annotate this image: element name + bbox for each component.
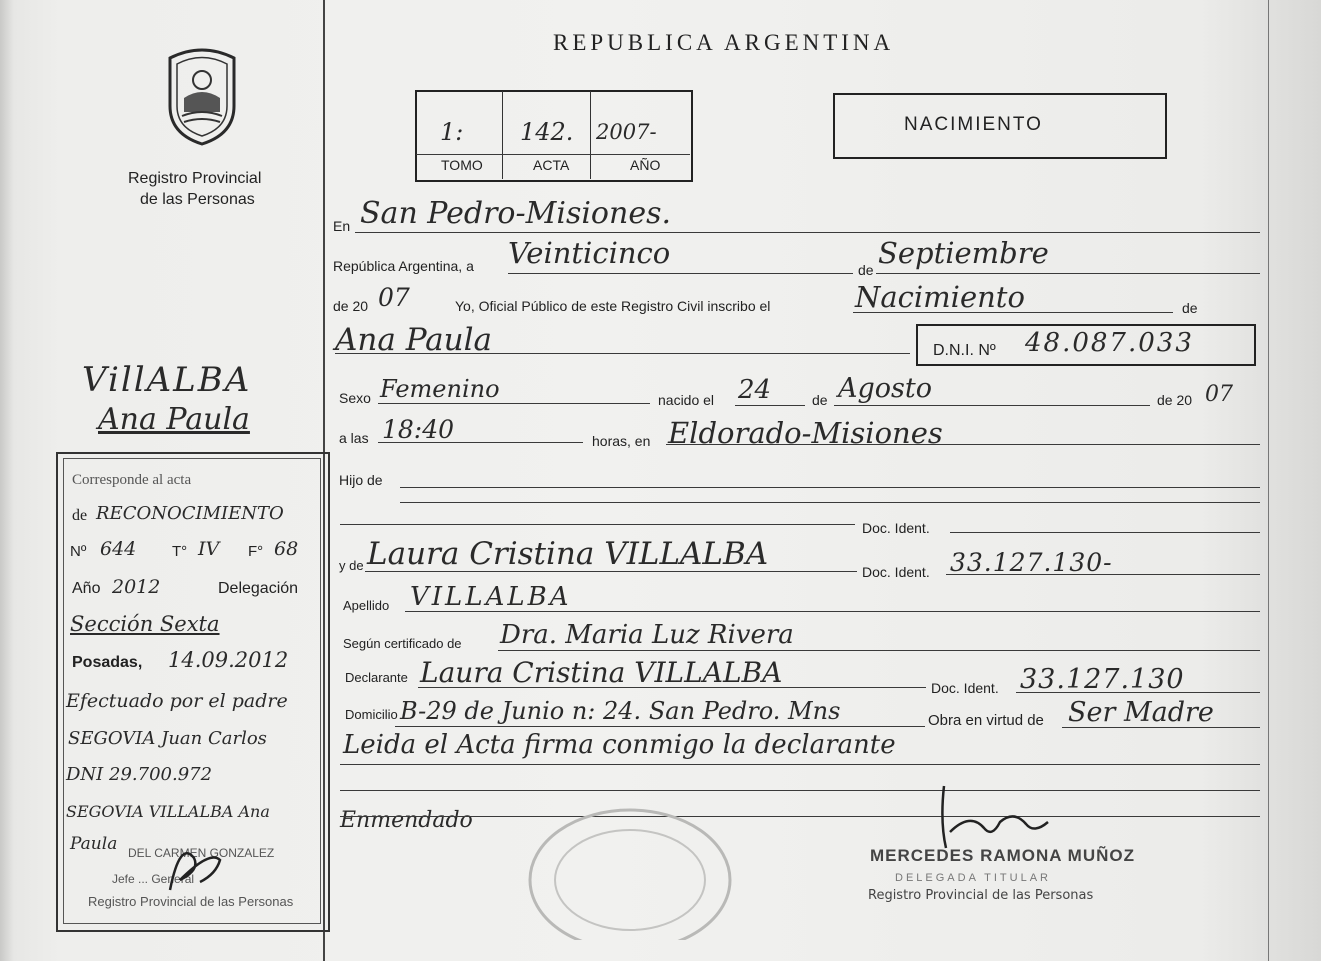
sexo-value: Femenino — [380, 375, 500, 403]
note-t-value: IV — [198, 538, 220, 560]
obra-value: Ser Madre — [1068, 697, 1214, 728]
note-new-name1: SEGOVIA VILLALBA Ana — [66, 802, 270, 821]
de-label-2: de — [1182, 300, 1198, 316]
nacido-dia-line — [735, 405, 805, 406]
obra-line — [1062, 727, 1260, 728]
dia-line — [508, 273, 853, 274]
acta-label: ACTA — [533, 157, 570, 173]
leida-line — [340, 764, 1260, 765]
hijo-line-2 — [400, 502, 1260, 503]
note-de-value: RECONOCIMIENTO — [96, 503, 284, 524]
acta-value: 142. — [520, 118, 574, 146]
madre-line — [365, 571, 857, 572]
madre-value: Laura Cristina VILLALBA — [367, 536, 769, 572]
doc-ident-label-3: Doc. Ident. — [931, 680, 999, 696]
note-seccion: Sección Sexta — [70, 612, 220, 636]
note-signature — [150, 830, 230, 900]
note-posadas-label: Posadas, — [72, 654, 143, 671]
hijo-label: Hijo de — [339, 472, 383, 488]
apellido-label: Apellido — [343, 598, 390, 613]
note-ano-label: Año — [72, 580, 101, 597]
certificado-line — [498, 650, 1260, 651]
note-posadas-date: 14.09.2012 — [168, 648, 289, 672]
declarante-doc-line — [1016, 692, 1260, 693]
mes-line — [876, 273, 1260, 274]
madre-doc-line — [946, 574, 1260, 575]
lugar-value: Eldorado-Misiones — [668, 416, 943, 450]
declarante-doc: 33.127.130 — [1020, 664, 1185, 695]
blank-line-2 — [340, 816, 1260, 817]
ano-value: 2007- — [596, 120, 657, 144]
certificado-value: Dra. Maria Luz Rivera — [500, 620, 794, 650]
note-stamp-role: Jefe ... General — [112, 872, 195, 886]
record-id-divider-2 — [590, 91, 591, 179]
hora-value: 18:40 — [382, 415, 455, 444]
round-seal-stamp — [515, 790, 745, 940]
madre-doc: 33.127.130- — [950, 548, 1113, 577]
declarante-line — [418, 687, 926, 688]
country-title: REPUBLICA ARGENTINA — [553, 30, 895, 55]
apellido-value: VILLALBA — [410, 582, 572, 612]
leida-value: Leida el Acta firma conmigo la declarante — [343, 730, 896, 760]
note-de-label: de — [72, 507, 88, 524]
sexo-line — [378, 403, 650, 404]
dni-label: D.N.I. Nº — [933, 342, 996, 359]
apellido-line — [405, 611, 1260, 612]
office-name-line2: de las Personas — [140, 191, 255, 208]
hijo-doc-line — [340, 524, 855, 525]
en-value: San Pedro-Misiones. — [360, 196, 672, 231]
note-efectuado: Efectuado por el padre — [66, 690, 288, 712]
ano-label: AÑO — [630, 157, 661, 173]
de-label: de — [858, 262, 874, 278]
note-ano-value: 2012 — [112, 576, 161, 598]
dni-value: 48.087.033 — [1025, 328, 1194, 358]
provincial-seal-icon — [160, 46, 244, 146]
domicilio-label: Domicilio — [345, 707, 398, 722]
note-corresponde: Corresponde al acta — [72, 472, 192, 488]
republica-label: República Argentina, a — [333, 258, 474, 274]
nombre-value: Ana Paula — [335, 322, 492, 358]
note-stamp-name: DEL CARMEN GONZALEZ — [128, 846, 275, 860]
de20-label: de 20 — [333, 298, 369, 314]
margin-surname: VillALBA — [82, 360, 252, 400]
right-page-edge — [1268, 0, 1269, 961]
note-n-label: Nº — [70, 543, 87, 560]
nombre-line — [335, 353, 910, 354]
tomo-value: 1: — [440, 118, 464, 146]
note-f-value: 68 — [274, 538, 299, 560]
note-segovia-name: SEGOVIA Juan Carlos — [68, 728, 267, 749]
nacido-label: nacido el — [658, 392, 715, 408]
note-dni: DNI 29.700.972 — [66, 764, 213, 785]
nacido-dia: 24 — [738, 375, 772, 405]
dia-value: Veinticinco — [508, 236, 671, 270]
note-f-label: F° — [248, 543, 264, 560]
note-stamp-office: Registro Provincial de las Personas — [88, 894, 294, 909]
hijo-line-1 — [400, 487, 1260, 488]
blank-line-1 — [340, 790, 1260, 791]
de20-label-2: de 20 — [1157, 392, 1193, 408]
doc-ident-label-2: Doc. Ident. — [862, 564, 930, 580]
hora-line — [378, 442, 583, 443]
sexo-label: Sexo — [339, 390, 371, 406]
inscribo-line — [853, 312, 1173, 313]
record-id-row-divider — [416, 154, 690, 155]
doc-ident-label-1: Doc. Ident. — [862, 520, 930, 536]
official-stamp-office: Registro Provincial de las Personas — [868, 888, 1094, 903]
note-new-name2: Paula — [70, 834, 118, 854]
domicilio-line — [395, 726, 925, 727]
official-stamp-role: DELEGADA TITULAR — [895, 872, 1051, 884]
enmendado-note: Enmendado — [340, 808, 473, 833]
alas-label: a las — [339, 430, 369, 446]
margin-given-names: Ana Paula — [98, 402, 250, 437]
domicilio-value: B-29 de Junio n: 24. San Pedro. Mns — [400, 697, 841, 725]
lugar-line — [666, 444, 1260, 445]
nacido-mes-line — [834, 405, 1150, 406]
office-name-line1: Registro Provincial — [128, 170, 262, 187]
note-n-value: 644 — [100, 538, 137, 560]
obra-label: Obra en virtud de — [928, 712, 1044, 729]
anio-value: 07 — [378, 283, 410, 312]
nacido-mes: Agosto — [838, 373, 932, 404]
record-type: NACIMIENTO — [904, 114, 1043, 135]
de-label-3: de — [812, 392, 828, 408]
mes-value: Septiembre — [878, 236, 1049, 270]
en-line — [355, 232, 1260, 233]
declarante-value: Laura Cristina VILLALBA — [420, 656, 783, 689]
en-label: En — [333, 218, 351, 234]
note-t-label: T° — [172, 543, 188, 560]
oficial-text: Yo, Oficial Público de este Registro Civil inscribo el — [455, 298, 771, 314]
official-stamp-name: MERCEDES RAMONA MUÑOZ — [870, 846, 1135, 865]
hijo-doc-value-line — [950, 532, 1260, 533]
yde-label: y de — [339, 558, 364, 573]
record-id-divider-1 — [502, 91, 503, 179]
tomo-label: TOMO — [441, 157, 483, 173]
declarante-label: Declarante — [345, 670, 408, 685]
segun-label: Según certificado de — [343, 636, 462, 651]
note-delegacion-label: Delegación — [218, 580, 299, 597]
inscribo-value: Nacimiento — [855, 280, 1025, 314]
nacido-anio: 07 — [1205, 382, 1233, 407]
horas-en-label: horas, en — [592, 433, 651, 449]
